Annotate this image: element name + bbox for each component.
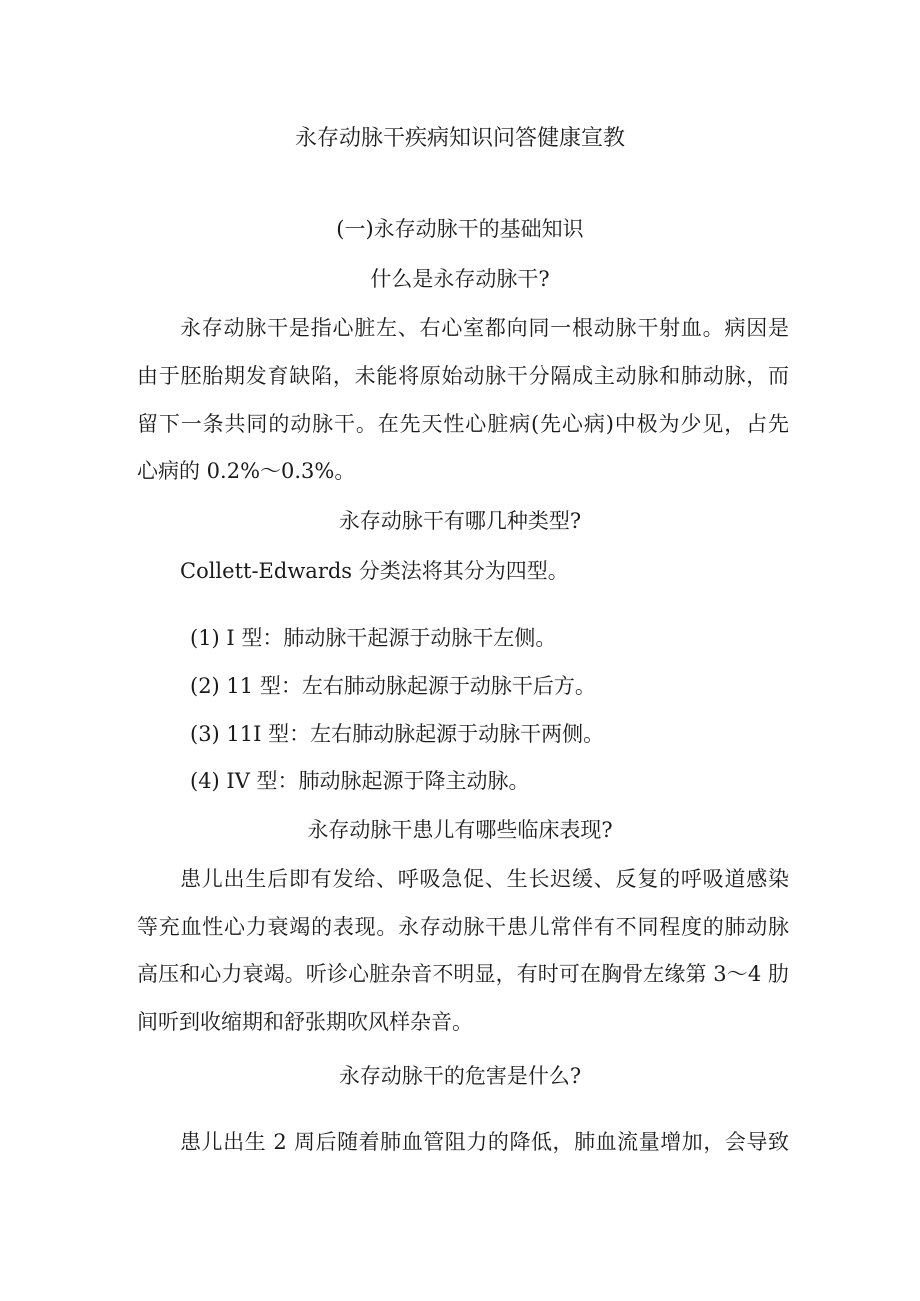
paragraph-4-line-1: 患儿出生 2 周后随着肺血管阻力的降低，肺血流量增加，会导致 xyxy=(180,1130,789,1154)
question-heading-4: 永存动脉干的危害是什么? xyxy=(338,1064,582,1088)
document-title: 永存动脉干疾病知识问答健康宣教 xyxy=(294,126,625,151)
question-heading-3: 永存动脉干患儿有哪些临床表现? xyxy=(307,818,613,842)
paragraph-3-line-2: 等充血性心力衰竭的表现。永存动脉干患儿常伴有不同程度的肺动脉 xyxy=(137,915,789,939)
paragraph-2: Collett-Edwards 分类法将其分为四型。 xyxy=(180,559,569,583)
type-item-3: (3) 11I 型：左右肺动脉起源于动脉干两侧。 xyxy=(190,722,605,746)
paragraph-1-line-4: 心病的 0.2%～0.3%。 xyxy=(137,459,356,483)
question-heading-2: 永存动脉干有哪几种类型? xyxy=(338,509,582,533)
paragraph-1-line-3: 留下一条共同的动脉干。在先天性心脏病(先心病)中极为少见，占先 xyxy=(137,412,789,436)
paragraph-1-line-1: 永存动脉干是指心脏左、右心室都向同一根动脉干射血。病因是 xyxy=(180,316,789,340)
question-heading-1: 什么是永存动脉干? xyxy=(370,267,550,291)
paragraph-1-line-2: 由于胚胎期发育缺陷，未能将原始动脉干分隔成主动脉和肺动脉，而 xyxy=(137,364,789,388)
paragraph-3-line-1: 患儿出生后即有发给、呼吸急促、生长迟缓、反复的呼吸道感染 xyxy=(180,867,789,891)
type-item-4: (4) IV 型：肺动脉起源于降主动脉。 xyxy=(190,769,530,793)
type-item-2: (2) 11 型：左右肺动脉起源于动脉干后方。 xyxy=(190,674,596,698)
paragraph-3-line-3: 高压和心力衰竭。听诊心脏杂音不明显，有时可在胸骨左缘第 3～4 肋 xyxy=(137,962,789,986)
section-heading: (一)永存动脉干的基础知识 xyxy=(336,217,584,241)
type-item-1: (1) I 型：肺动脉干起源于动脉干左侧。 xyxy=(190,626,557,650)
paragraph-3-line-4: 间听到收缩期和舒张期吹风样杂音。 xyxy=(137,1010,473,1034)
